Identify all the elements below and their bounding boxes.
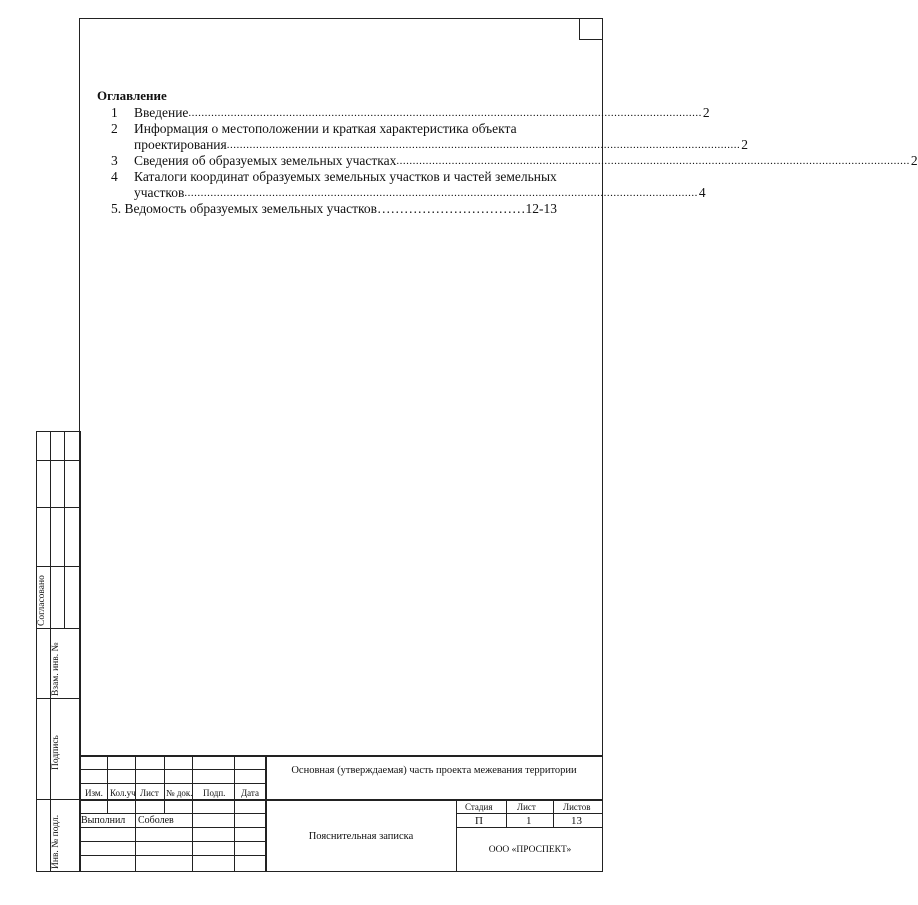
sheets-value: 13 (571, 815, 582, 827)
toc-item-text: Информация о местоположении и краткая характеристика объекта (134, 121, 517, 136)
toc-leader: .............................................................................................................................................................. (188, 107, 702, 119)
toc-item[interactable] (97, 201, 597, 217)
toc-leader: .............................................................................................................................................................. (184, 187, 698, 199)
toc-item-text: Введение (134, 105, 189, 120)
toc-item-page: 2 (702, 105, 710, 120)
toc-item[interactable] (97, 169, 706, 201)
toc-title: Оглавление (97, 88, 167, 103)
table-of-contents (97, 88, 918, 217)
sheets-label: Листов (563, 802, 591, 812)
sheet-number-box (579, 18, 603, 40)
toc-item-page: 2 (910, 153, 918, 168)
toc-item-text-cont: участков (134, 185, 185, 200)
toc-leader: .............................................................................................................................................................. (226, 139, 741, 151)
toc-item[interactable] (97, 105, 710, 121)
toc-item-page: 2 (741, 137, 748, 152)
header-date: Дата (241, 788, 259, 798)
toc-leader: .............................................................................................................................................................. (396, 155, 910, 167)
header-list: Лист (140, 788, 159, 798)
original-inv-label: Инв. № подл. (51, 814, 61, 869)
side-replacement-inv (36, 628, 81, 699)
side-original-inv (36, 799, 81, 872)
side-approval-grid (36, 431, 81, 629)
sheet-value: 1 (526, 815, 532, 827)
stage-value: П (475, 815, 483, 827)
header-podp: Подп. (203, 788, 226, 798)
toc-item-number: 3 (111, 153, 118, 168)
header-izm: Изм. (85, 788, 103, 798)
toc-item-page: 4 (698, 185, 706, 200)
sheet-label: Лист (517, 802, 536, 812)
performer-name: Соболев (138, 815, 174, 826)
toc-item[interactable] (97, 121, 748, 153)
document-title: Основная (утверждаемая) часть проекта межевания территории (291, 765, 577, 776)
title-block (79, 755, 603, 872)
company-name: ООО «ПРОСПЕКТ» (488, 845, 572, 855)
approved-label: Согласовано (37, 575, 47, 626)
toc-item-number: 2 (111, 121, 118, 136)
toc-item-number: 4 (111, 169, 118, 184)
toc-item-number: 1 (111, 105, 118, 120)
toc-item-text-cont: проектирования (134, 137, 227, 152)
toc-item-text: Сведения об образуемых земельных участках (134, 153, 397, 168)
toc-item-number: 5. (111, 201, 122, 216)
toc-item-text: Каталоги координат образуемых земельных участков и частей земельных (134, 169, 557, 184)
signature-label: Подпись (51, 735, 61, 770)
side-signature (36, 698, 81, 800)
stage-label: Стадия (465, 802, 493, 812)
performer-role: Выполнил (81, 815, 126, 826)
header-kol-uch: Кол.уч (110, 788, 136, 798)
toc-item[interactable] (97, 153, 918, 169)
document-subtitle: Пояснительная записка (308, 831, 414, 842)
header-doc-no: № док. (166, 788, 193, 798)
replacement-inv-label: Взам. инв. № (51, 642, 61, 696)
toc-item-text: Ведомость образуемых земельных участков……………………………12-13 (124, 201, 558, 216)
